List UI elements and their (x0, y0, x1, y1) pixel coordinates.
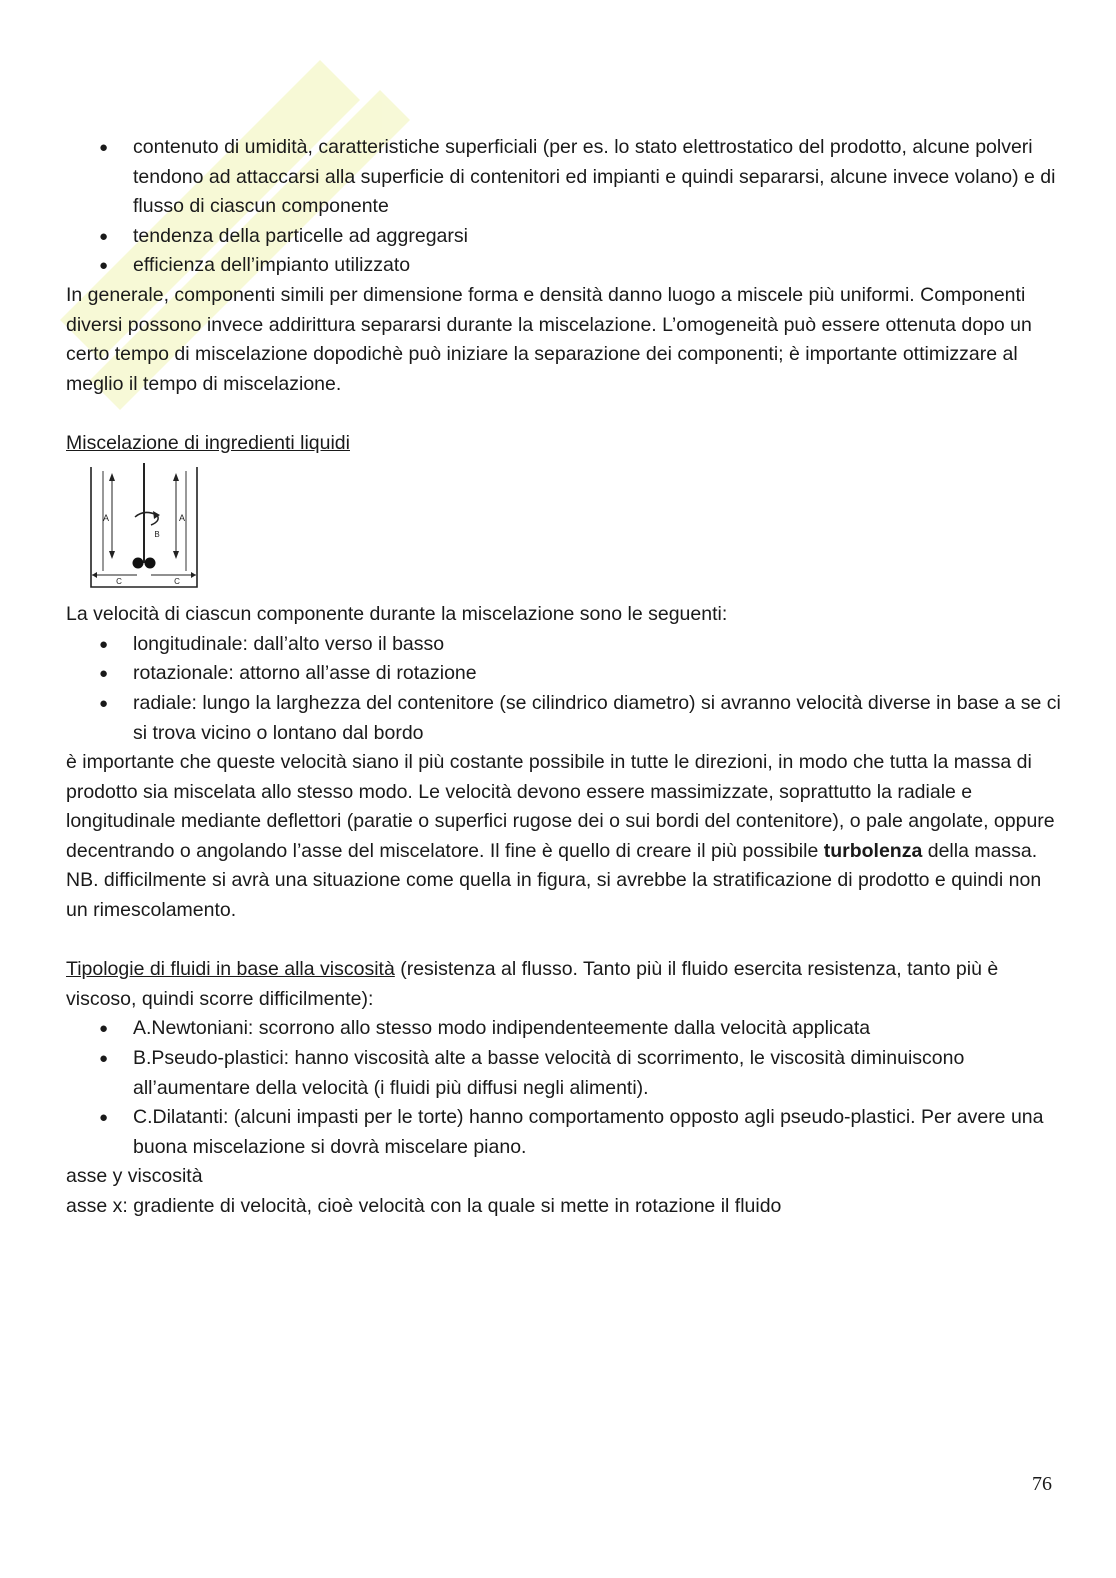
paragraph-viscosity-heading (66, 955, 1061, 1014)
page-content (66, 133, 1061, 1222)
list-item: ● radiale: lungo la larghezza del contenitore (se cilindrico diametro) si avranno velocità diverse in base a se ci si trova vicino o lontano dal bordo (66, 689, 1061, 748)
axis-x-note: asse x: gradiente di velocità, cioè velocità con la quale si mette in rotazione il fluido (66, 1195, 782, 1217)
list-item: ● rotazionale: attorno all’asse di rotazione (66, 659, 1061, 689)
mixer-diagram (85, 463, 203, 591)
list-item: ● efficienza dell’impianto utilizzato (66, 251, 1061, 281)
heading-viscosity: Tipologie di fluidi in base alla viscosità (66, 958, 395, 981)
heading-viscosity-tail: (resistenza al flusso. Tanto più il fluido esercita resistenza, tanto più è viscoso, quindi scorre difficilmente): (66, 958, 999, 1010)
label-b: B (154, 529, 160, 539)
axis-y-note: asse y viscosità (66, 1165, 203, 1188)
list-item: ● tendenza della particelle ad aggregarsi (66, 222, 1061, 252)
page-number: 76 (1032, 1473, 1052, 1495)
paragraph-general: In generale, componenti simili per dimensione forma e densità danno luogo a miscele più uniformi. Componenti diversi possono invece addirittura separarsi durante la miscelazione. L’omogeneità può essere ottenuta dopo un certo tempo di miscelazione dopodichè può iniziare la separazione dei componenti; è importante ottimizzare al meglio il tempo di miscelazione. (66, 283, 1032, 395)
paragraph-velocities-intro: La velocità di ciascun componente durante la miscelazione sono le seguenti: (66, 603, 728, 626)
list-item: ● A.Newtoniani: scorrono allo stesso modo indipendenteemente dalla velocità applicata (66, 1014, 1061, 1044)
label-c-left: C (116, 576, 122, 586)
label-a-left: A (102, 512, 110, 523)
bold-turbulenza: turbolenza (823, 839, 923, 862)
list-item: ● longitudinale: dall’alto verso il basso (66, 630, 1061, 660)
paragraph-turbulence-start: è importante che queste velocità siano il più costante possibile in tutte le direzioni, in modo che tutta la massa di prodotto sia miscelata allo stesso modo. Le velocità devono essere massimizzate, soprattutto la radiale e longitudinale mediante deflettori (paratie o superfici rugose dei o sui bordi del contenitore), o pale angolate, oppure decentrando o angolando l’asse del miscelatore. Il fine è quello di creare il più possibile (66, 751, 1055, 862)
list-item: ● B.Pseudo-plastici: hanno viscosità alte a basse velocità di scorrimento, le viscosità diminuiscono all’aumentare della velocità (i fluidi più diffusi negli alimenti). (66, 1044, 1061, 1103)
list-item: ● contenuto di umidità, caratteristiche superficiali (per es. lo stato elettrostatico del prodotto, alcune polveri tendono ad attaccarsi alla superficie di contenitori ed impianti e quindi separarsi, alcune invece volano) e di flusso di ciascun componente (66, 133, 1061, 222)
fluid-types-bullet-list (66, 1014, 1061, 1162)
label-c-right: C (174, 576, 180, 586)
heading-liquids: Miscelazione di ingredienti liquidi (66, 431, 350, 454)
paragraph-turbulence-end: della massa. NB. difficilmente si avrà una situazione come quella in figura, si avrebbe la stratificazione di prodotto e quindi non un rimescolamento. (66, 839, 1042, 922)
intro-bullet-list (66, 133, 1061, 281)
velocity-bullet-list (66, 630, 1061, 748)
label-a-right: A (178, 512, 186, 523)
paragraph-turbulence (66, 748, 1061, 926)
list-item: ● C.Dilatanti: (alcuni impasti per le torte) hanno comportamento opposto agli pseudo-plastici. Per avere una buona miscelazione si dovrà miscelare piano. (66, 1103, 1061, 1162)
